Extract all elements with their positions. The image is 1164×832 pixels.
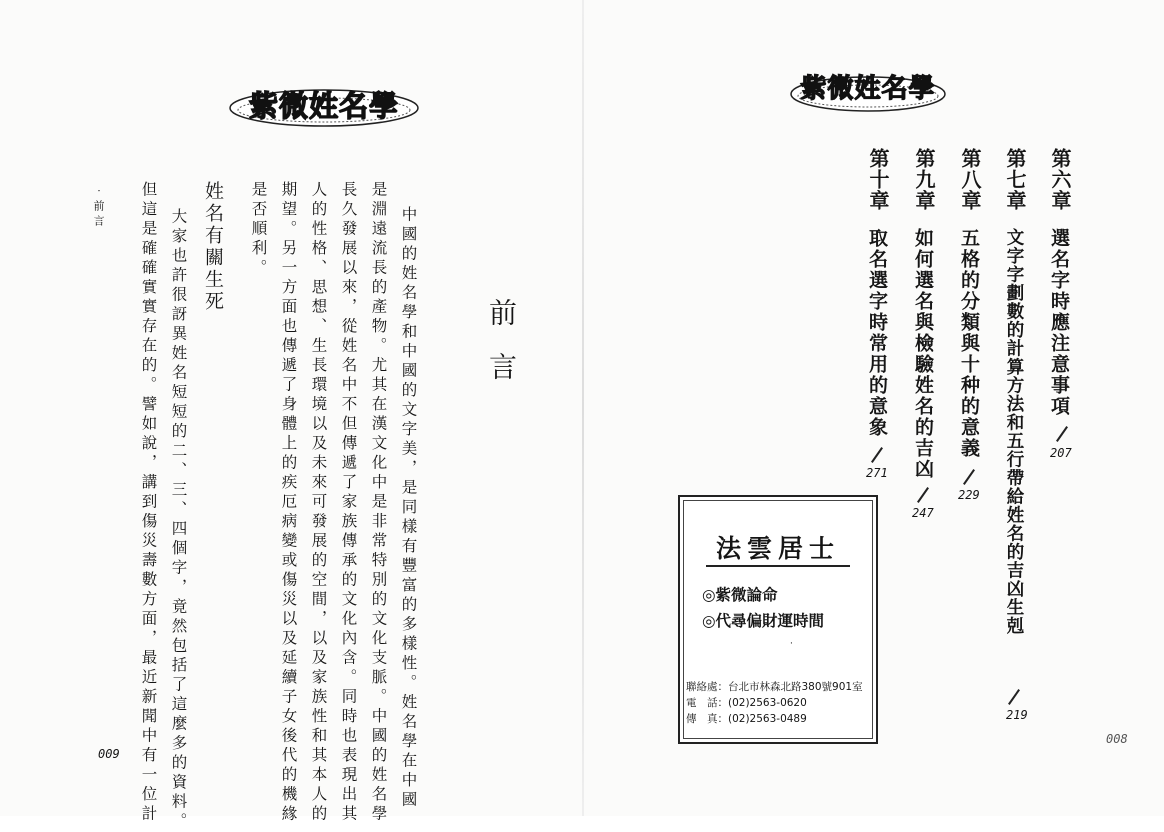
chapter-number: 第十章 [866, 148, 890, 211]
chapter-number: 第八章 [958, 148, 982, 211]
chapter-title: 五格的分類與十种的意義 [958, 228, 980, 459]
chapter-number: 第九章 [912, 148, 936, 211]
paragraph-line: 期望。另一方面也傳遞了身體上的疾厄病變或傷災以及延續子女後代的機緣 [279, 181, 298, 825]
left-banner-title: 紫微姓名學 [248, 89, 399, 123]
chapter-page: 207 [1050, 446, 1072, 460]
section-title: 前言 [485, 298, 518, 406]
chapter-page: 271 [866, 466, 888, 480]
right-page-number: 008 [1106, 732, 1128, 746]
running-head: ‧前言 [92, 185, 105, 230]
chapter-title: 選名字時應注意事項 [1048, 228, 1070, 417]
page-fold [582, 0, 584, 816]
paragraph-line: 但這是確確實實存在的。譬如說，講到傷災壽數方面，最近新聞中有一位計 [139, 181, 158, 825]
author-ad-box [678, 495, 878, 744]
ad-address: 聯絡處：台北市林森北路380號901室 [686, 681, 863, 693]
ad-phone: 電 話：(02)2563-0620 [686, 697, 807, 709]
paragraph-line: 長久發展以來，從姓名中不但傳遞了家族傳承的文化內含。同時也表現出其 [339, 181, 358, 825]
ad-divider [706, 565, 850, 567]
ad-service: ◎紫微論命 [702, 586, 778, 604]
chapter-number: 第六章 [1048, 148, 1072, 211]
paragraph-line: 是否順利。 [249, 181, 268, 279]
chapter-title: 如何選名與檢驗姓名的吉凶 [912, 228, 934, 480]
ad-service: ◎代尋偏財運時間 [702, 612, 825, 630]
chapter-title: 文字字劃數的計算方法和五行帶給姓名的吉凶生剋 [1004, 228, 1024, 635]
ad-dot: · [790, 639, 793, 649]
chapter-number: 第七章 [1003, 148, 1027, 211]
ad-author-name: 法雲居士 [715, 534, 840, 563]
right-banner [788, 62, 948, 116]
ad-fax: 傳 真：(02)2563-0489 [686, 713, 807, 725]
subheading: 姓名有關生死 [202, 181, 224, 313]
paragraph-line: 是淵遠流長的產物。尤其在漢文化中是非常特別的文化支脈。中國的姓名學 [369, 181, 388, 825]
chapter-page: 229 [958, 488, 980, 502]
chapter-title: 取名選字時常用的意象 [866, 228, 888, 438]
right-banner-title: 紫微姓名學 [800, 74, 936, 104]
paragraph-line: 人的性格、思想、生長環境以及未來可發展的空間，以及家族性和其本人的 [309, 181, 328, 825]
left-page-number: 009 [98, 747, 120, 761]
chapter-page: 219 [1006, 708, 1028, 722]
left-banner [226, 76, 422, 132]
paragraph-line: 中國的姓名學和中國的文字美，是同樣有豐富的多樣性。姓名學在中國 [399, 206, 418, 811]
chapter-page: 247 [912, 506, 934, 520]
paragraph-line: 大家也許很訝異姓名短短的二、三、四個字，竟然包括了這麼多的資料。 [169, 208, 188, 832]
